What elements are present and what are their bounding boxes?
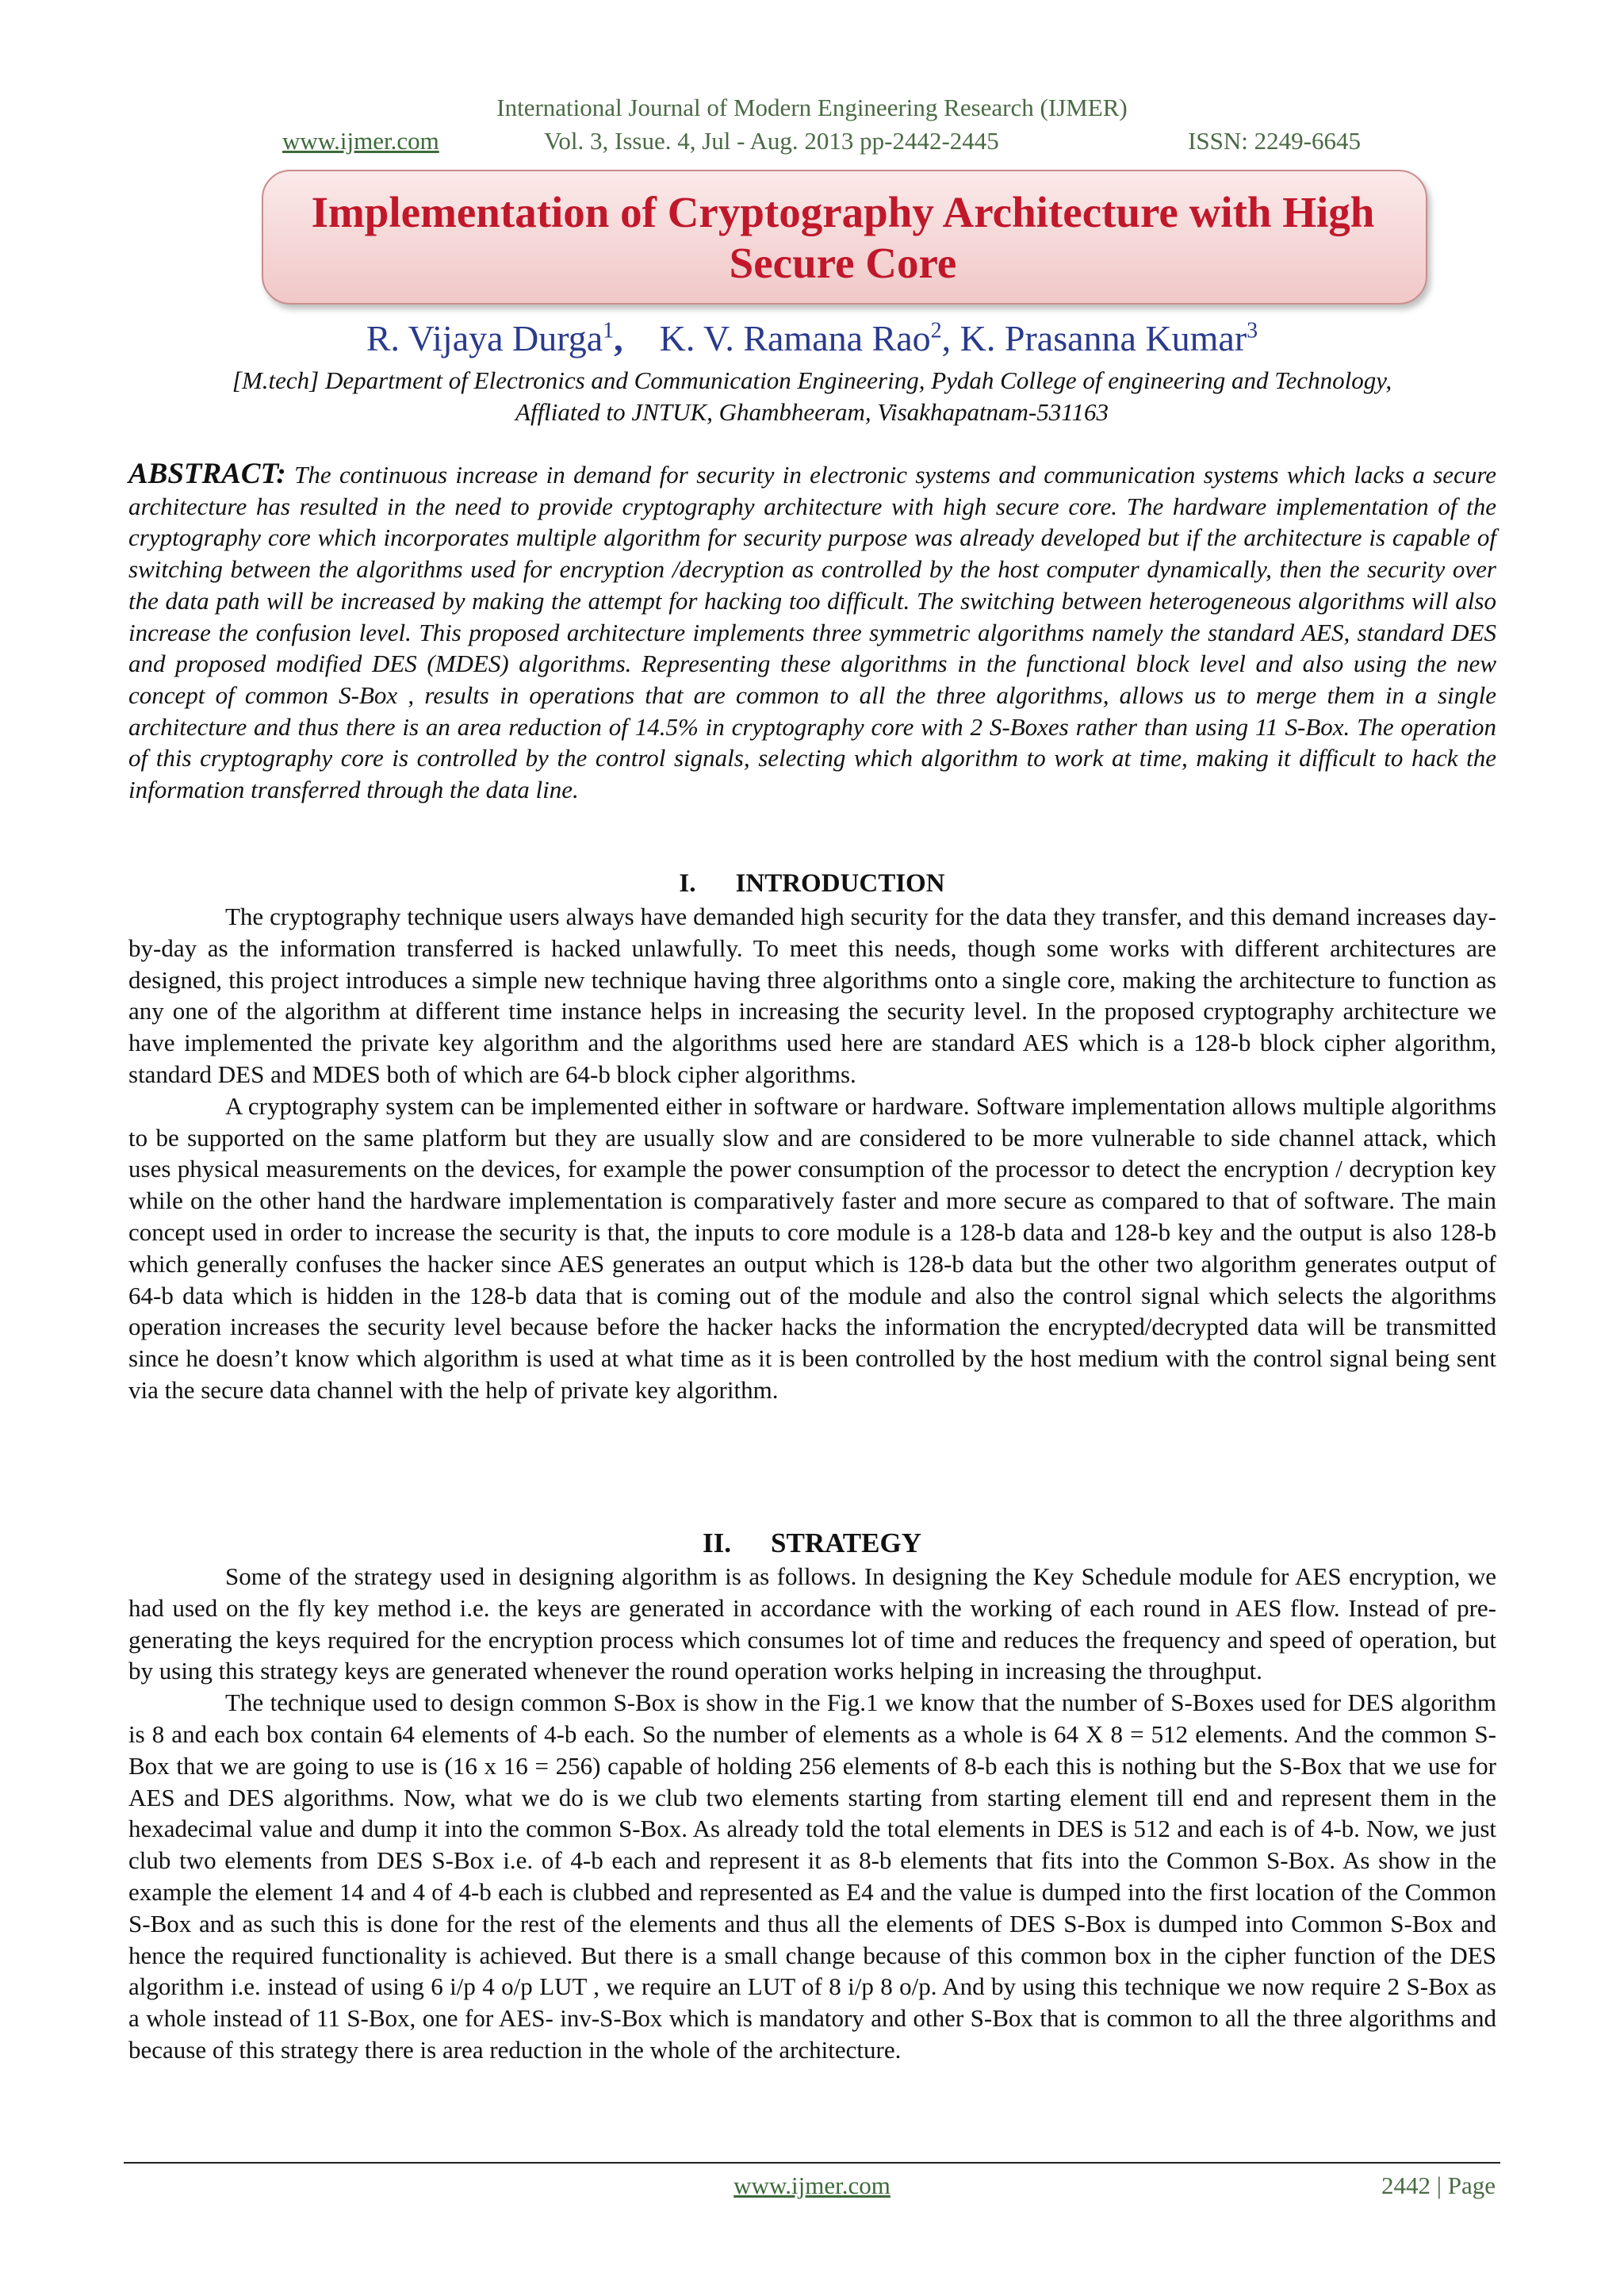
paragraph: A cryptography system can be implemented either in software or hardware. Software implementation allows multiple algorithms to be supported on the same platform but they are usually slow and are considered to be more vulnerable to side channel attack, which uses physical measurements on the devices, for example the power consumption of the processor to detect the encryption / decryption key while on the other hand the hardware implementation is comparatively faster and more secure as compared to that of software. The main concept used in order to increase the security is that, the inputs to core module is a 128-b data and 128-b key and the output is also 128-b which generally confuses the hacker since AES generates an output which is 128-b data but the other two algorithm generates output of 64-b data which is hidden in the 128-b data that is coming out of the module and also the control signal which selects the algorithms operation increases the security level because before the hacker hacks the information the encrypted/decrypted data will be transmitted since he doesn’t know which algorithm is used at what time as it is been controlled by the host medium with the control signal being sent via the secure data channel with the help of private key algorithm. — [128, 1091, 1496, 1404]
strategy-body — [128, 1561, 1496, 2066]
paragraph: Some of the strategy used in designing algorithm is as follows. In designing the Key Schedule module for AES encryption, we had used on the fly key method i.e. the keys are generated in accordance with the working of each round in AES flow. Instead of pre-generating the keys required for the encryption process which consumes lot of time and reduces the frequency and speed of operation, but by using this strategy keys are generated whenever the round operation works helping in increasing the throughput. — [128, 1562, 1496, 1685]
author-name: K. Prasanna Kumar — [959, 318, 1247, 358]
page-number: 2442 | Page — [1381, 2171, 1496, 2199]
paper-title: Implementation of Cryptography Architecture with High Secure Core — [311, 188, 1375, 287]
author-affil-mark: 2 — [930, 318, 942, 343]
section-heading-introduction — [0, 869, 1624, 899]
section-heading-strategy — [0, 1527, 1624, 1559]
journal-name: International Journal of Modern Engineering Research (IJMER) — [496, 94, 1128, 121]
author-name: R. Vijaya Durga — [366, 318, 603, 358]
affiliation-line: Affliated to JNTUK, Ghambheeram, Visakhapatnam-531163 — [515, 398, 1109, 426]
paragraph: The cryptography technique users always have demanded high security for the data they transfer, and this demand increases day-by-day as the information transferred is hacked unlawfully. To meet this needs, though some works with different architectures are designed, this project introduces a simple new technique having three algorithms onto a single core, making the architecture to function as any one of the algorithm at different time instance helps in increasing the security level. In the proposed cryptography architecture we have implemented the private key algorithm and the algorithms used here are standard AES which is a 128-b block cipher algorithm, standard DES and MDES both of which are 64-b block cipher algorithms. — [128, 903, 1496, 1088]
journal-issn: ISSN: 2249-6645 — [1188, 127, 1361, 155]
journal-url-link[interactable]: www.ijmer.com — [282, 127, 439, 155]
journal-volume: Vol. 3, Issue. 4, Jul - Aug. 2013 pp-2442-2445 — [544, 127, 999, 155]
affiliation-line: [M.tech] Department of Electronics and Communication Engineering, Pydah College of engineering and Technology, — [232, 366, 1392, 394]
abstract-text: The continuous increase in demand for security in electronic systems and communication systems which lacks a secure architecture has resulted in the need to provide cryptography architecture with high secure core. The hardware implementation of the cryptography core which incorporates multiple algorithm for security purpose was already developed but if the architecture is capable of switching between the algorithms used for encryption /decryption as controlled by the host computer dynamically, then the security over the data path will be increased by making the attempt for hacking too difficult. The switching between heterogeneous algorithms will also increase the confusion level. This proposed architecture implements three symmetric algorithms namely the standard AES, standard DES and proposed modified DES (MDES) algorithms. Representing these algorithms in the functional block level and also using the new concept of common S-Box , results in operations that are common to all the three algorithms, allows us to merge them in a single architecture and thus there is an area reduction of 14.5% in cryptography core with 2 S-Boxes rather than using 11 S-Box. The operation of this cryptography core is controlled by the control signals, selecting which algorithm to work at time, making it difficult to hack the information transferred through the data line. — [128, 461, 1496, 804]
author-affil-mark: 3 — [1247, 318, 1258, 343]
author-list: R. Vijaya Durga$^1$, K. V. Ramana Rao$^2$, K. Prasanna Kumar$^3$ — [366, 318, 1258, 358]
paragraph: The technique used to design common S-Box is show in the Fig.1 we know that the number of S-Boxes used for DES algorithm is 8 and each box contain 64 elements of 4-b each. So the number of elements as a whole is 64 X 8 = 512 elements. And the common S-Box that we are going to use is (16 x 16 = 256) capable of holding 256 elements of 8-b each this is nothing but the S-Box that we use for AES and DES algorithms. Now, what we do is we club two elements starting from starting element till end and represent them in the hexadecimal value and dump it into the common S-Box. As already told the total elements in DES is 512 and each is of 4-b. Now, we just club two elements from DES S-Box i.e. of 4-b each and represent it as 8-b elements that fits into the Common S-Box. As show in the example the element 14 and 4 of 4-b each is clubbed and represented as E4 and the value is dumped into the first location of the Common S-Box and as such this is done for the rest of the elements and thus all the elements of DES S-Box is dumped into Common S-Box and hence the required functionality is achieved. But there is a small change because of this common box in the cipher function of the DES algorithm i.e. instead of using 6 i/p 4 o/p LUT , we require an LUT of 8 i/p 8 o/p. And by using this technique we now require 2 S-Box as a whole instead of 11 S-Box, one for AES- inv-S-Box which is mandatory and other S-Box that is common to all the three algorithms and because of this strategy there is area reduction in the whole of the architecture. — [128, 1688, 1496, 2064]
section-title: INTRODUCTION — [735, 869, 945, 898]
journal-info-line — [282, 127, 1361, 159]
introduction-body — [128, 901, 1496, 1406]
section-number: I. — [679, 869, 696, 898]
author-affil-mark: 1 — [603, 318, 615, 343]
footer-url-link[interactable]: www.ijmer.com — [733, 2171, 891, 2199]
abstract-label: ABSTRACT: — [128, 458, 286, 490]
affiliation — [0, 365, 1624, 428]
author-name: K. V. Ramana Rao — [659, 318, 931, 358]
section-title: STRATEGY — [771, 1527, 921, 1558]
footer-divider — [124, 2162, 1500, 2164]
abstract — [128, 458, 1496, 806]
section-number: II. — [703, 1527, 732, 1558]
